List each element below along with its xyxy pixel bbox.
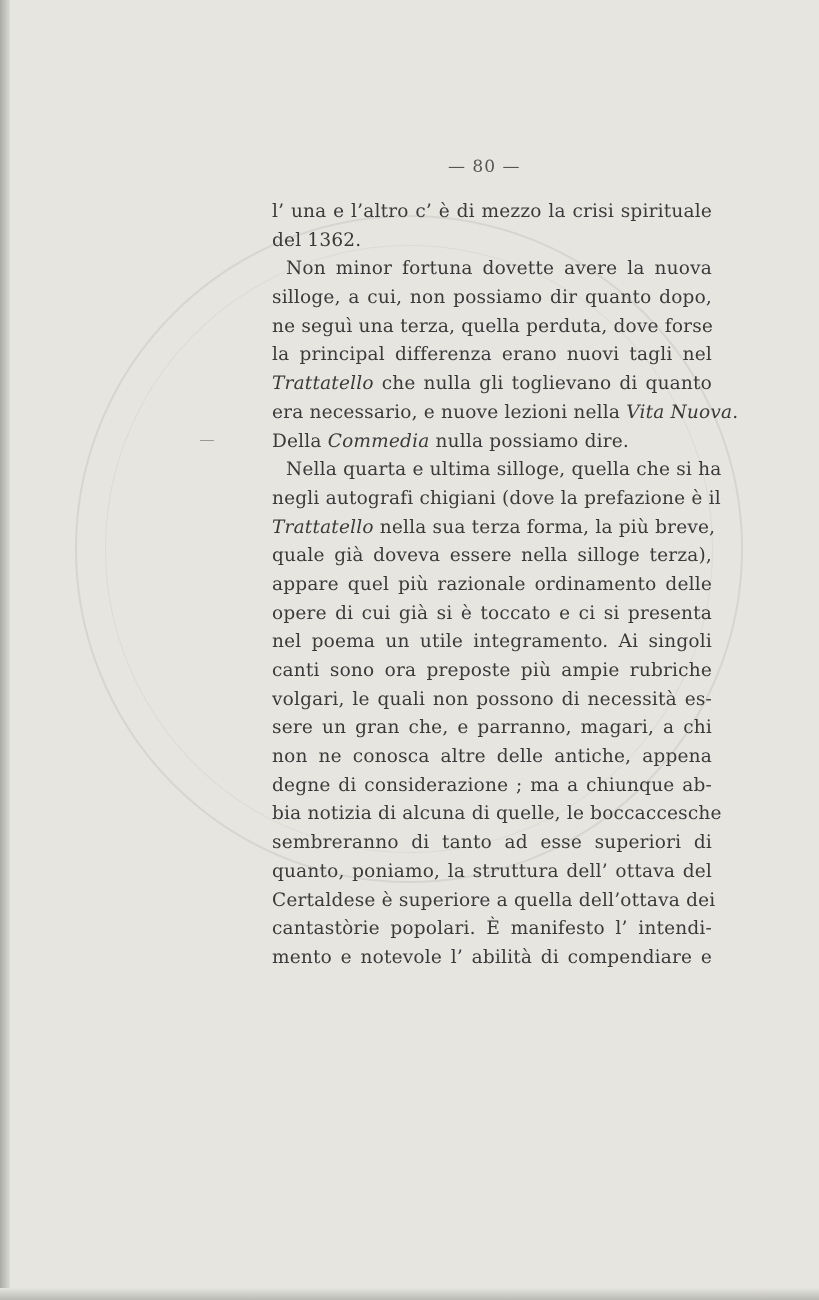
text-fragment: sere un gran che, e parranno, magari, a chi: [272, 717, 712, 739]
text-fragment: che nulla gli toglievano di quanto: [373, 373, 712, 395]
text-line: [272, 227, 712, 256]
italic-title: Trattatello: [272, 516, 374, 538]
text-fragment: Della: [272, 430, 328, 452]
text-line: [272, 800, 722, 829]
text-line: [272, 772, 712, 801]
text-fragment: quanto, poniamo, la struttura dell’ ottava del: [272, 860, 712, 882]
text-line: [272, 571, 712, 600]
text-line: [272, 657, 712, 686]
body-text: [272, 198, 739, 973]
text-fragment: Non minor fortuna dovette avere la nuova: [286, 258, 712, 280]
text-fragment: .: [732, 401, 739, 423]
text-line: [272, 628, 712, 657]
text-line: [272, 858, 712, 887]
text-fragment: l’ una e l’altro c’ è di mezzo la crisi spirituale: [272, 201, 712, 222]
text-fragment: del 1362.: [272, 229, 362, 251]
text-line: [272, 887, 716, 916]
text-fragment: era necessario, e nuove lezioni nella: [272, 401, 627, 423]
text-line: [272, 829, 712, 858]
text-fragment: bia notizia di alcuna di quelle, le boccaccesche: [272, 803, 722, 825]
text-line: [272, 600, 712, 629]
text-line: [272, 456, 722, 485]
text-line: [272, 399, 739, 428]
text-line: [272, 542, 712, 571]
italic-title: Commedia: [327, 430, 430, 452]
italic-title: Trattatello: [272, 373, 374, 395]
text-fragment: ne seguì una terza, quella perduta, dove forse: [272, 315, 714, 337]
text-fragment: nel poema un utile integramento. Ai singoli: [272, 631, 712, 653]
text-fragment: Nella quarta e ultima silloge, quella che si ha: [286, 459, 722, 481]
text-line: [272, 915, 712, 944]
text-fragment: nella sua terza forma, la più breve,: [373, 516, 716, 538]
text-fragment: negli autografi chigiani (dove la prefazione è il: [272, 487, 721, 509]
text-fragment: silloge, a cui, non possiamo dir quanto dopo,: [272, 287, 712, 309]
text-fragment: sembreranno di tanto ad esse superiori di: [272, 832, 712, 854]
text-line: [272, 944, 712, 973]
text-line: [272, 341, 712, 370]
text-fragment: degne di considerazione ; ma a chiunque ab-: [272, 774, 712, 796]
text-fragment: volgari, le quali non possono di necessità es-: [272, 688, 712, 710]
text-fragment: nulla possiamo dire.: [429, 430, 630, 452]
text-fragment: quale già doveva essere nella silloge terza),: [272, 545, 712, 567]
page-left-edge: [0, 0, 10, 1300]
text-line: [272, 514, 716, 543]
text-line: [272, 714, 712, 743]
text-fragment: mento e notevole l’ abilità di compendiare e: [272, 946, 712, 968]
text-fragment: Certaldese è superiore a quella dell’ottava dei: [272, 889, 716, 911]
text-fragment: la principal differenza erano nuovi tagli nel: [272, 344, 712, 366]
text-line: [272, 198, 712, 227]
margin-mark: [200, 440, 214, 441]
text-fragment: opere di cui già si è toccato e ci si presenta: [272, 602, 712, 624]
text-line: [272, 428, 712, 457]
text-line: [272, 284, 712, 313]
text-line: [272, 485, 721, 514]
text-fragment: appare quel più razionale ordinamento delle: [272, 573, 712, 595]
text-line: [272, 370, 712, 399]
text-fragment: cantastòrie popolari. È manifesto l’ intendi-: [272, 918, 712, 940]
italic-title: Vita Nuova: [626, 401, 733, 423]
text-fragment: canti sono ora preposte più ampie rubriche: [272, 660, 712, 681]
text-line: [272, 743, 712, 772]
page-bottom-edge: [0, 1288, 819, 1300]
text-fragment: non ne conosca altre delle antiche, appena: [272, 746, 712, 768]
page-number: [0, 157, 819, 177]
page-number-text: — 80 —: [448, 157, 521, 177]
text-line: [272, 255, 712, 284]
text-line: [272, 313, 712, 342]
text-line: [272, 686, 712, 715]
